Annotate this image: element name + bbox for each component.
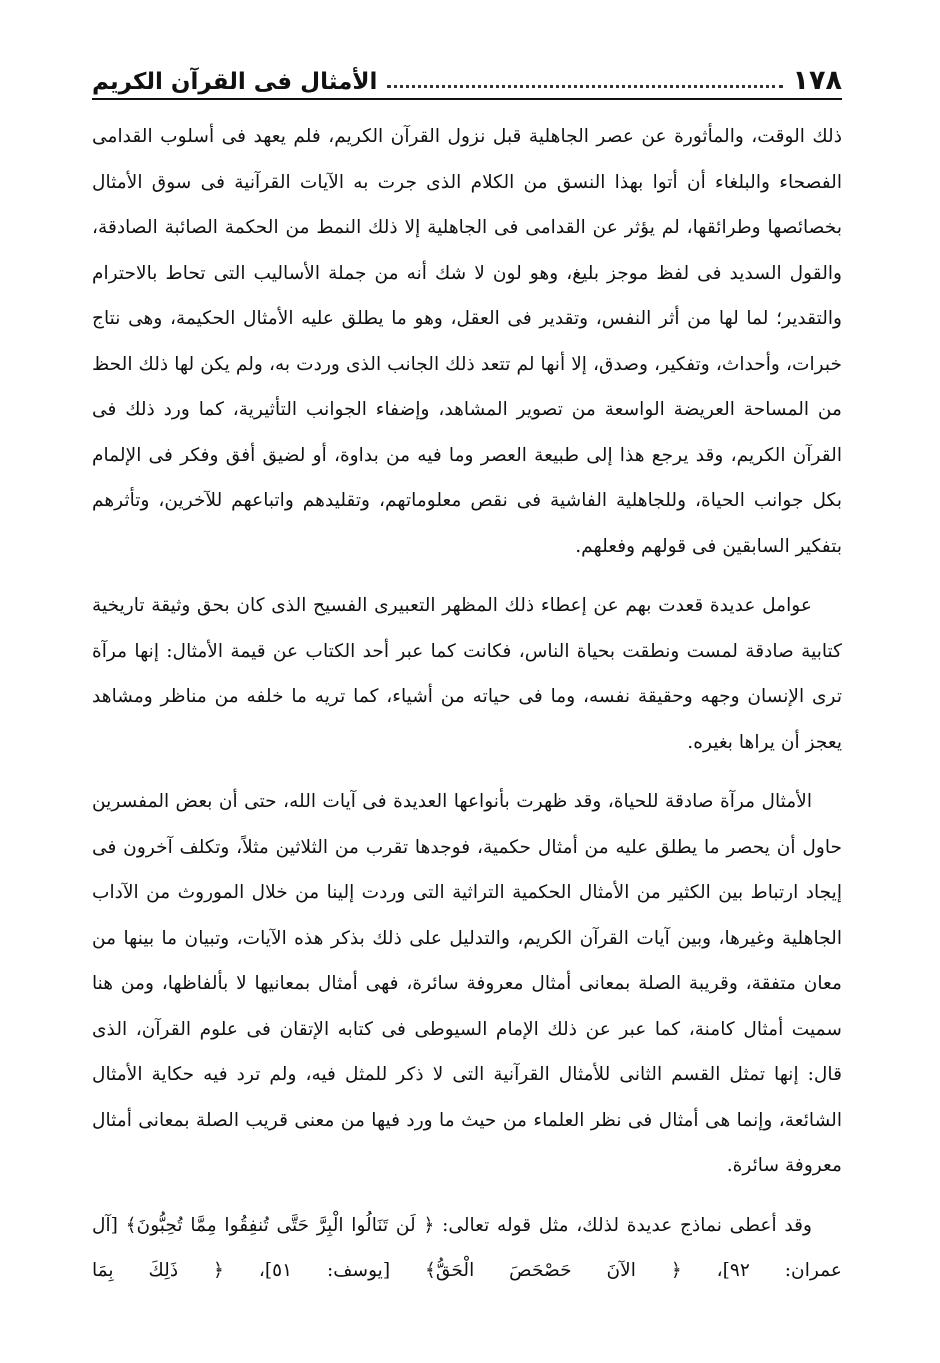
paragraph: الأمثال مرآة صادقة للحياة، وقد ظهرت بأنواعها العديدة فى آيات الله، حتى أن بعض المفسرين حاول أن يحصر ما يطلق عليه من أمثال حكمية، فوجدها تقرب من الثلاثين مثلاً، وتكلف آخرون فى إيجاد ارتباط بين الكثير من الأمثال الحكمية التراثية التى وردت إلينا من خلال الموروث من الآداب الجاهلية وغيرها، وبين آيات القرآن الكريم، والتدليل على ذلك بذكر هذه الآيات، وتبيان ما بينها من معان متفقة، وقريبة الصلة بمعانى أمثال معروفة سائرة، فهى أمثال بمعانيها لا بألفاظها، ومن هنا سميت أمثال كامنة، كما عبر عن ذلك الإمام السيوطى فى كتابه الإتقان فى علوم القرآن، الذى قال: إنها تمثل القسم الثانى للأمثال القرآنية التى لا ذكر للمثل فيه، ولم ترد فيه حكاية الأمثال الشائعة، وإنما هى أمثال فى نظر العلماء من حيث ما ورد فيها من معنى قريب الصلة بمعانى أمثال معروفة سائرة. — [92, 791, 842, 1176]
body-text — [92, 114, 842, 1294]
paragraph: وقد أعطى نماذج عديدة لذلك، مثل قوله تعالى: ﴿ لَن تَنَالُوا الْبِرَّ حَتَّى تُنفِقُوا مِمَّا تُحِبُّونَ﴾ [آل عمران: ٩٢]، ﴿ الآنَ حَصْحَصَ الْحَقُّ﴾ [يوسف: ٥١]، ﴿ ذَلِكَ بِمَا — [92, 1214, 842, 1281]
book-page — [92, 52, 842, 1352]
page-number: ١٧٨ — [792, 65, 842, 96]
paragraph: عوامل عديدة قعدت بهم عن إعطاء ذلك المظهر التعبيرى الفسيح الذى كان بحق وثيقة تاريخية كتابية صادقة لمست ونطقت بحياة الناس، فكانت كما عبر أحد الكتاب عن قيمة الأمثال: إنها مرآة ترى الإنسان وجهه وحقيقة نفسه، وما فى حياته من أشياء، كما تريه ما خلفه من مناظر ومشاهد يعجز أن يراها بغيره. — [92, 595, 842, 753]
running-header — [92, 52, 842, 100]
paragraph: ذلك الوقت، والمأثورة عن عصر الجاهلية قبل نزول القرآن الكريم، فلم يعهد فى أسلوب القدامى الفصحاء والبلغاء أن أتوا بهذا النسق من الكلام الذى جرت به الآيات القرآنية فى سوق الأمثال بخصائصها وطرائقها، لم يؤثر عن القدامى فى الجاهلية إلا ذلك النمط من الحكمة الصائبة الصادقة، والقول السديد فى لفظ موجز بليغ، وهو لون لا شك أنه من جملة الأساليب التى تحاط بالاحترام والتقدير؛ لما لها من أثر النفس، وتقدير فى العقل، وهو ما يطلق عليه الأمثال الحكيمة، وهى نتاج خبرات، وأحداث، وتفكير، وصدق، إلا أنها لم تتعد ذلك الجانب الذى وردت به، ولم يكن لها ذلك الحظ من المساحة العريضة الواسعة من تصوير المشاهد، وإضفاء الجوانب التأثيرية، كما ورد ذلك فى القرآن الكريم، وقد يرجع هذا إلى طبيعة العصر وما فيه من بداوة، أو لضيق أفق وفكر فى الإلمام بكل جوانب الحياة، وللجاهلية الفاشية فى نقص معلوماتهم، وتقليدهم واتباعهم للآخرين، وتأثرهم بتفكير السابقين فى قولهم وفعلهم. — [92, 126, 842, 557]
dotted-leader — [387, 85, 782, 88]
book-title: الأمثال فى القرآن الكريم — [92, 69, 378, 95]
